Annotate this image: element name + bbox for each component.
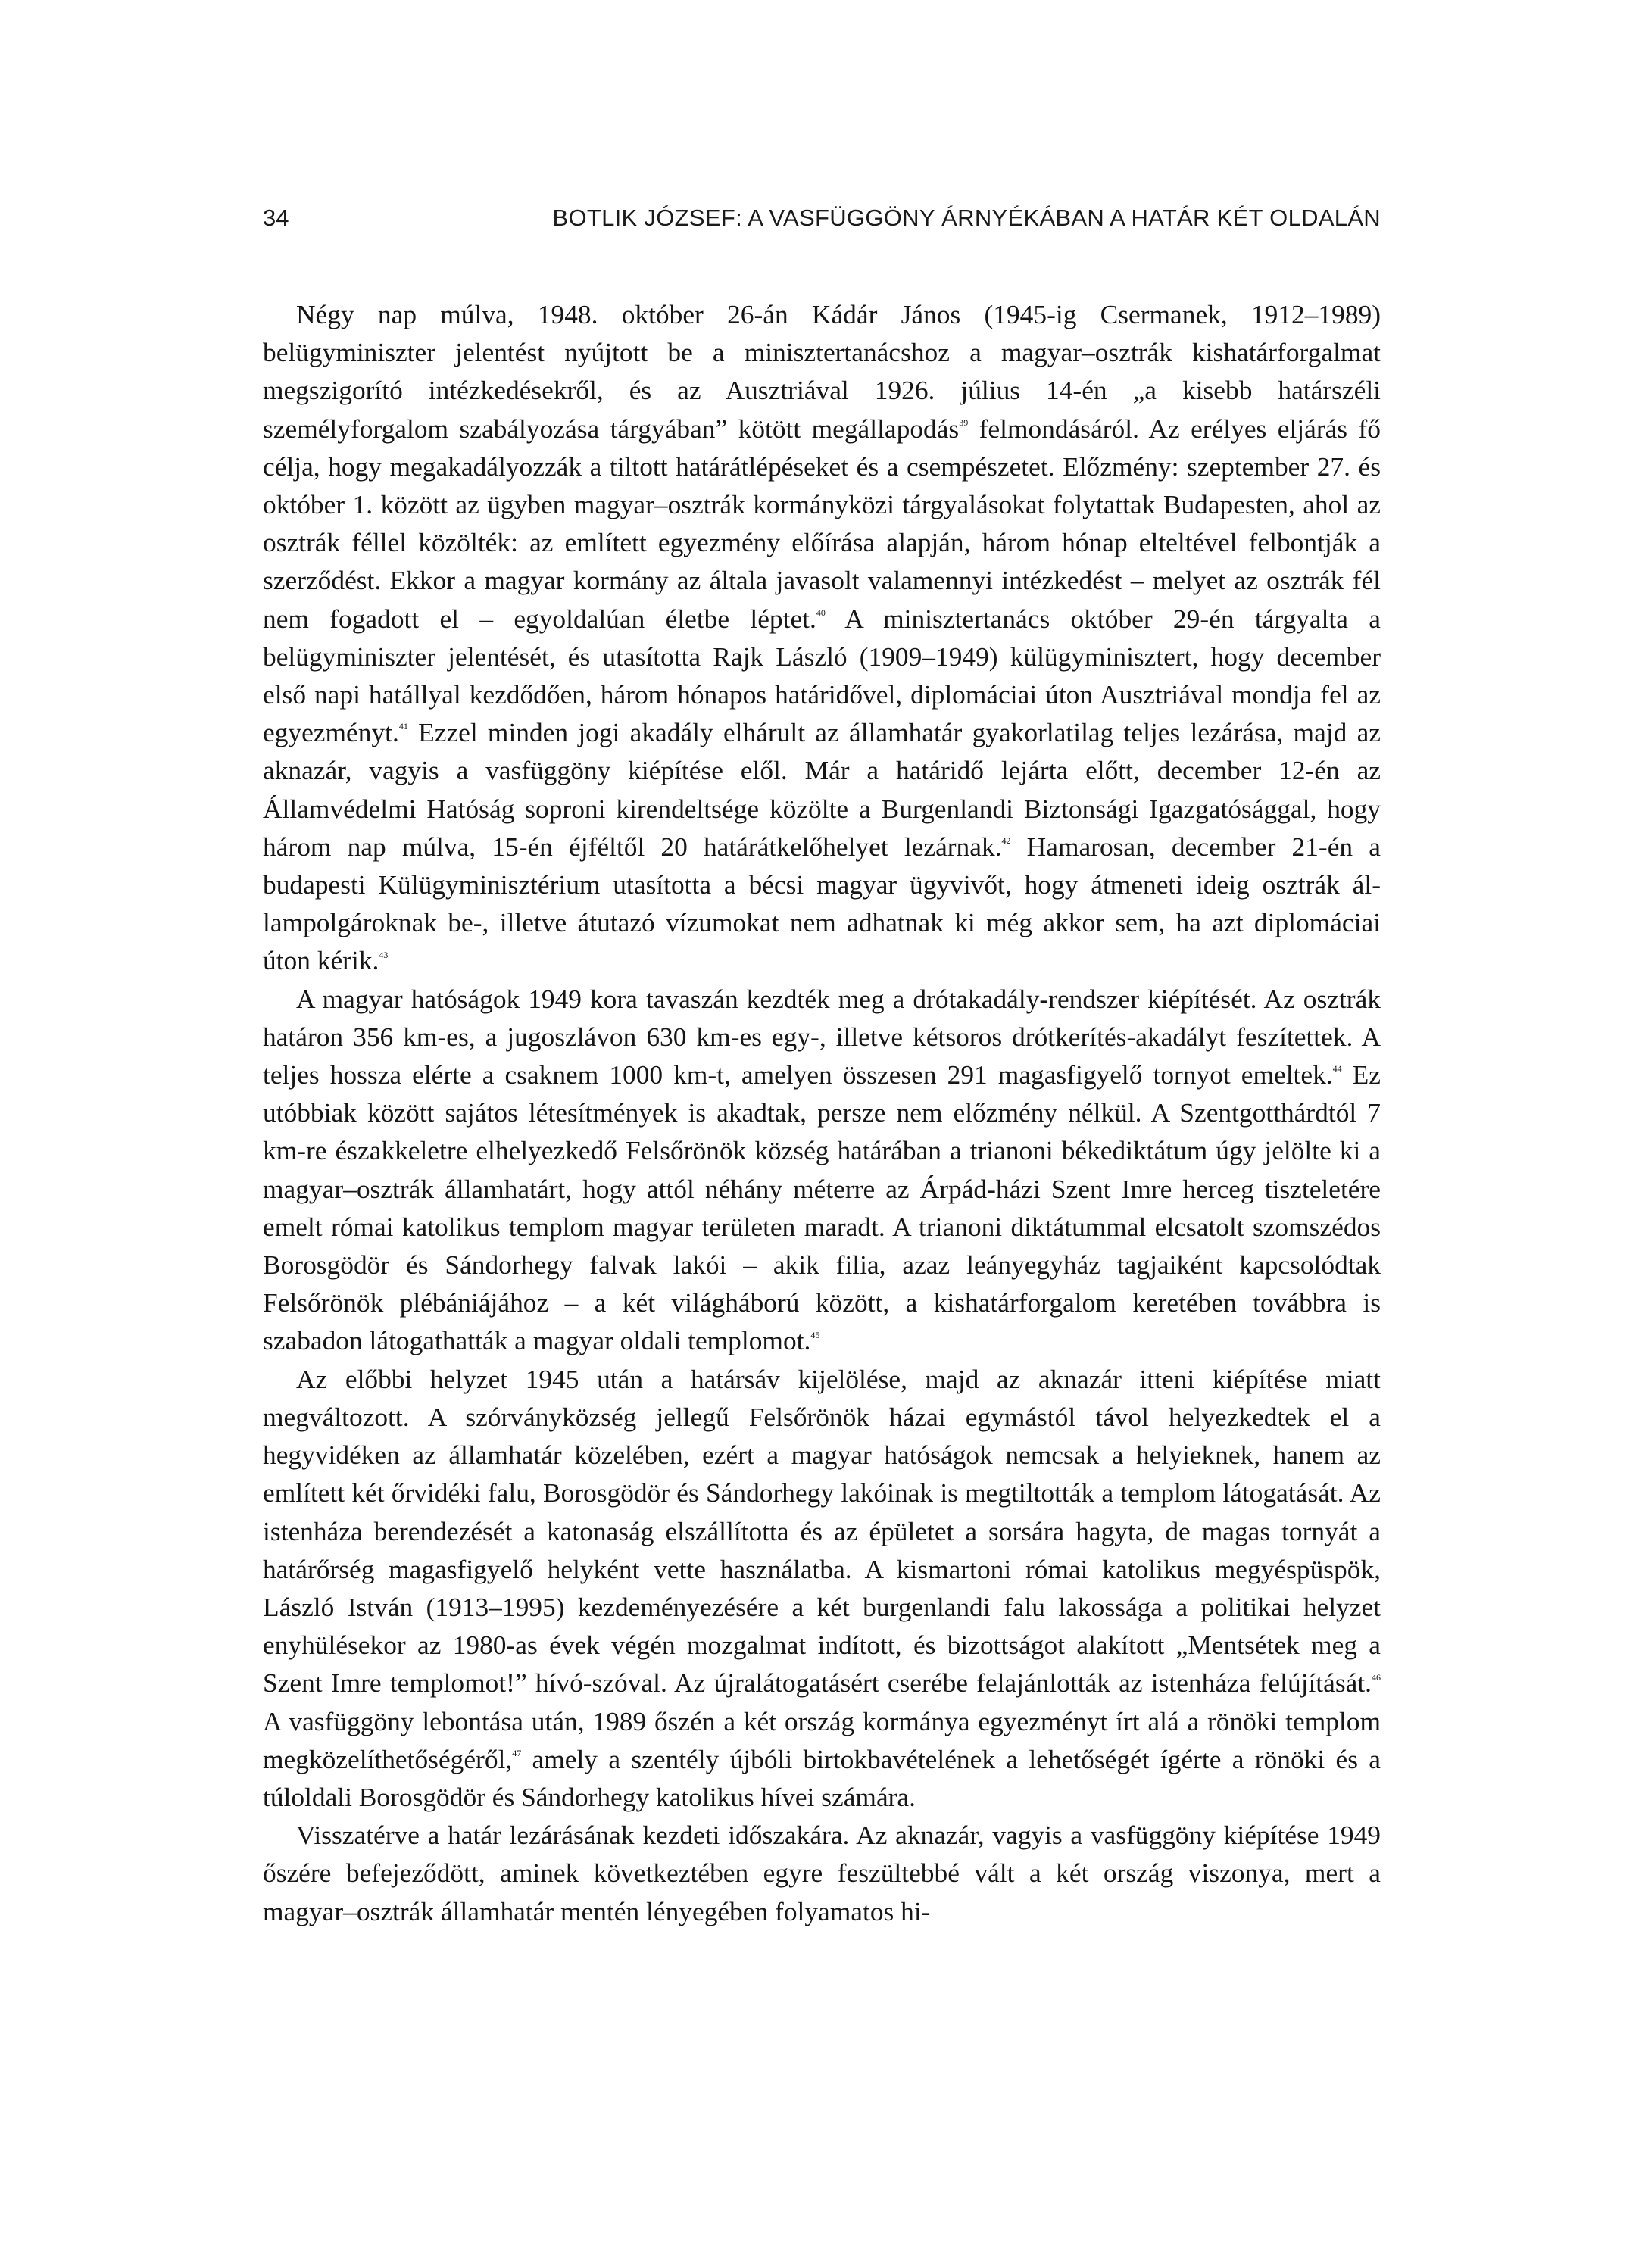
footnote-marker: 40	[816, 607, 826, 618]
paragraph	[263, 1816, 1381, 1930]
footnote-marker: 43	[379, 949, 389, 960]
footnote-marker: 42	[1001, 835, 1011, 847]
text-segment: Négy nap múlva, 1948. október 26-án Kádár János (1945-ig Csermanek, 1912–1989) belügyminiszter jelentést nyújtott be a minisztertanácshoz a magyar–osztrák kishatárforgalmat megszigorító intézkedésekről, és az Ausztriával 1926. július 14-én „a kisebb határszéli személyforgalom szabályozása tárgyában” kötött megállapodás	[263, 299, 1381, 444]
footnote-marker: 46	[1372, 1671, 1381, 1683]
text-segment: felmondásáról. Az erélyes eljárás fő célja, hogy megakadályozzák a tiltott határátlépéseket és a csempészetet. Előzmény: szeptember 27. és október 1. között az ügyben magyar–osztrák kormányközi tárgyalásokat folytattak Budapesten, ahol az osztrák féllel közölték: az említett egyezmény előírása alapján, három hónap elteltével felbontják a szerződést. Ekkor a magyar kormány az általa javasolt valamennyi intézkedést – melyet az osztrák fél nem fogadott el – egyoldalúan életbe léptet.	[263, 413, 1381, 634]
page-number: 34	[263, 204, 289, 231]
text-segment: Ez utóbbiak között sajátos létesítmények is akadtak, persze nem előzmény nélkül. A Szentgotthárdtól 7 km-re északkeletre elhelyezkedő Felsőrönök község határában a trianoni békediktátum úgy jelölte ki a magyar–osztrák államhatárt, hogy attól néhány méterre az Árpád-házi Szent Imre herceg tiszteletére emelt római katolikus templom magyar területen maradt. A trianoni diktátummal elcsatolt szomszédos Borosgödör és Sándorhegy falvak lakói – akik filia, azaz leányegyház tagjaiként kapcsolódtak Felsőrönök plébániájához – a két világháború között, a kishatárforgalom keretében továbbra is szabadon látogathatták a magyar oldali templomot.	[263, 1059, 1381, 1356]
text-segment: amely a szentély újbóli birtokbavételének a lehetőségét ígérte a rönöki és a túloldali Borosgödör és Sándorhegy katolikus hívei számára.	[263, 1743, 1381, 1812]
footnote-marker: 44	[1332, 1063, 1342, 1075]
text-segment: A minisztertanács október 29-én tárgyalta a belügyminiszter jelentését, és utasította Rajk László (1909–1949) külügyminisztert, hogy december első napi hatállyal kezdődően, három hónapos határidővel, diplomáciai úton Ausztriával mondja fel az egyezményt.	[263, 603, 1381, 748]
text-segment: Hamarosan, december 21-én a budapesti Külügyminisztérium utasította a bécsi magyar ügyvivőt, hogy átmeneti ideig osztrák állampolgároknak be-, illetve átutazó vízumokat nem adhatnak ki még akkor sem, ha azt diplomáciai úton kérik.	[263, 831, 1381, 976]
paragraph	[263, 980, 1381, 1360]
text-segment: Az előbbi helyzet 1945 után a határsáv kijelölése, majd az aknazár itteni kiépítése miatt megváltozott. A szórványközség jellegű Felsőrönök házai egymástól távol helyezkedtek el a hegyvidéken az államhatár közelében, ezért a magyar hatóságok nemcsak a helyieknek, hanem az említett két őrvidéki falu, Borosgödör és Sándorhegy lakóinak is megtiltották a templom látogatását. Az istenháza berendezését a katonaság elszállította és az épületet a sorsára hagyta, de magas tornyát a határőrség magasfigyelő helyként vette használatba. A kismartoni római katolikus megyéspüspök, László István (1913–1995) kezdeményezésére a két burgenlandi falu lakossága a politikai helyzet enyhülésekor az 1980-as évek végén mozgalmat indított, és bizottságot alakított „Mentsétek meg a Szent Imre templomot!” hívó-szóval. Az újralátogatásért cserébe felajánlották az istenháza felújítását.	[263, 1363, 1381, 1699]
paragraph	[263, 295, 1381, 980]
footnote-marker: 45	[810, 1329, 820, 1340]
text-segment: Ezzel minden jogi akadály elhárult az államhatár gyakorlatilag teljes lezárása, majd az aknazár, vagyis a vasfüggöny kiépítése elől. Már a határidő lejárta előtt, december 12-én az Államvédelmi Hatóság soproni kirendeltsége közölte a Burgenlandi Biztonsági Igazgatósággal, hogy három nap múlva, 15-én éjféltől 20 határátkelőhelyet lezárnak.	[263, 717, 1381, 862]
running-header	[263, 201, 1381, 235]
text-segment: Visszatérve a határ lezárásának kezdeti időszakára. Az aknazár, vagyis a vasfüggöny kiépítése 1949 őszére befejeződött, aminek következtében egyre feszültebbé vált a két ország viszonya, mert a magyar–osztrák államhatár mentén lényegében folyamatos hi-	[263, 1820, 1381, 1926]
text-segment: A magyar hatóságok 1949 kora tavaszán kezdték meg a drótakadály-rendszer kiépítését. Az osztrák határon 356 km-es, a jugoszlávon 630 km-es egy-, illetve kétsoros drótkerítés-akadályt feszítettek. A teljes hossza elérte a csaknem 1000 km-t, amelyen összesen 291 magasfigyelő tornyot emeltek.	[263, 983, 1381, 1090]
body-text	[263, 295, 1381, 1930]
paragraph	[263, 1360, 1381, 1816]
footnote-marker: 47	[512, 1747, 522, 1758]
running-title: BOTLIK JÓZSEF: A VASFÜGGÖNY ÁRNYÉKÁBAN A HATÁR KÉT OLDALÁN	[552, 204, 1381, 231]
footnote-marker: 41	[398, 721, 408, 732]
footnote-marker: 39	[959, 416, 969, 428]
text-segment: A vasfüggöny lebontása után, 1989 őszén a két ország kormánya egyezményt írt alá a rönöki templom megközelíthetőségéről,	[263, 1705, 1381, 1774]
